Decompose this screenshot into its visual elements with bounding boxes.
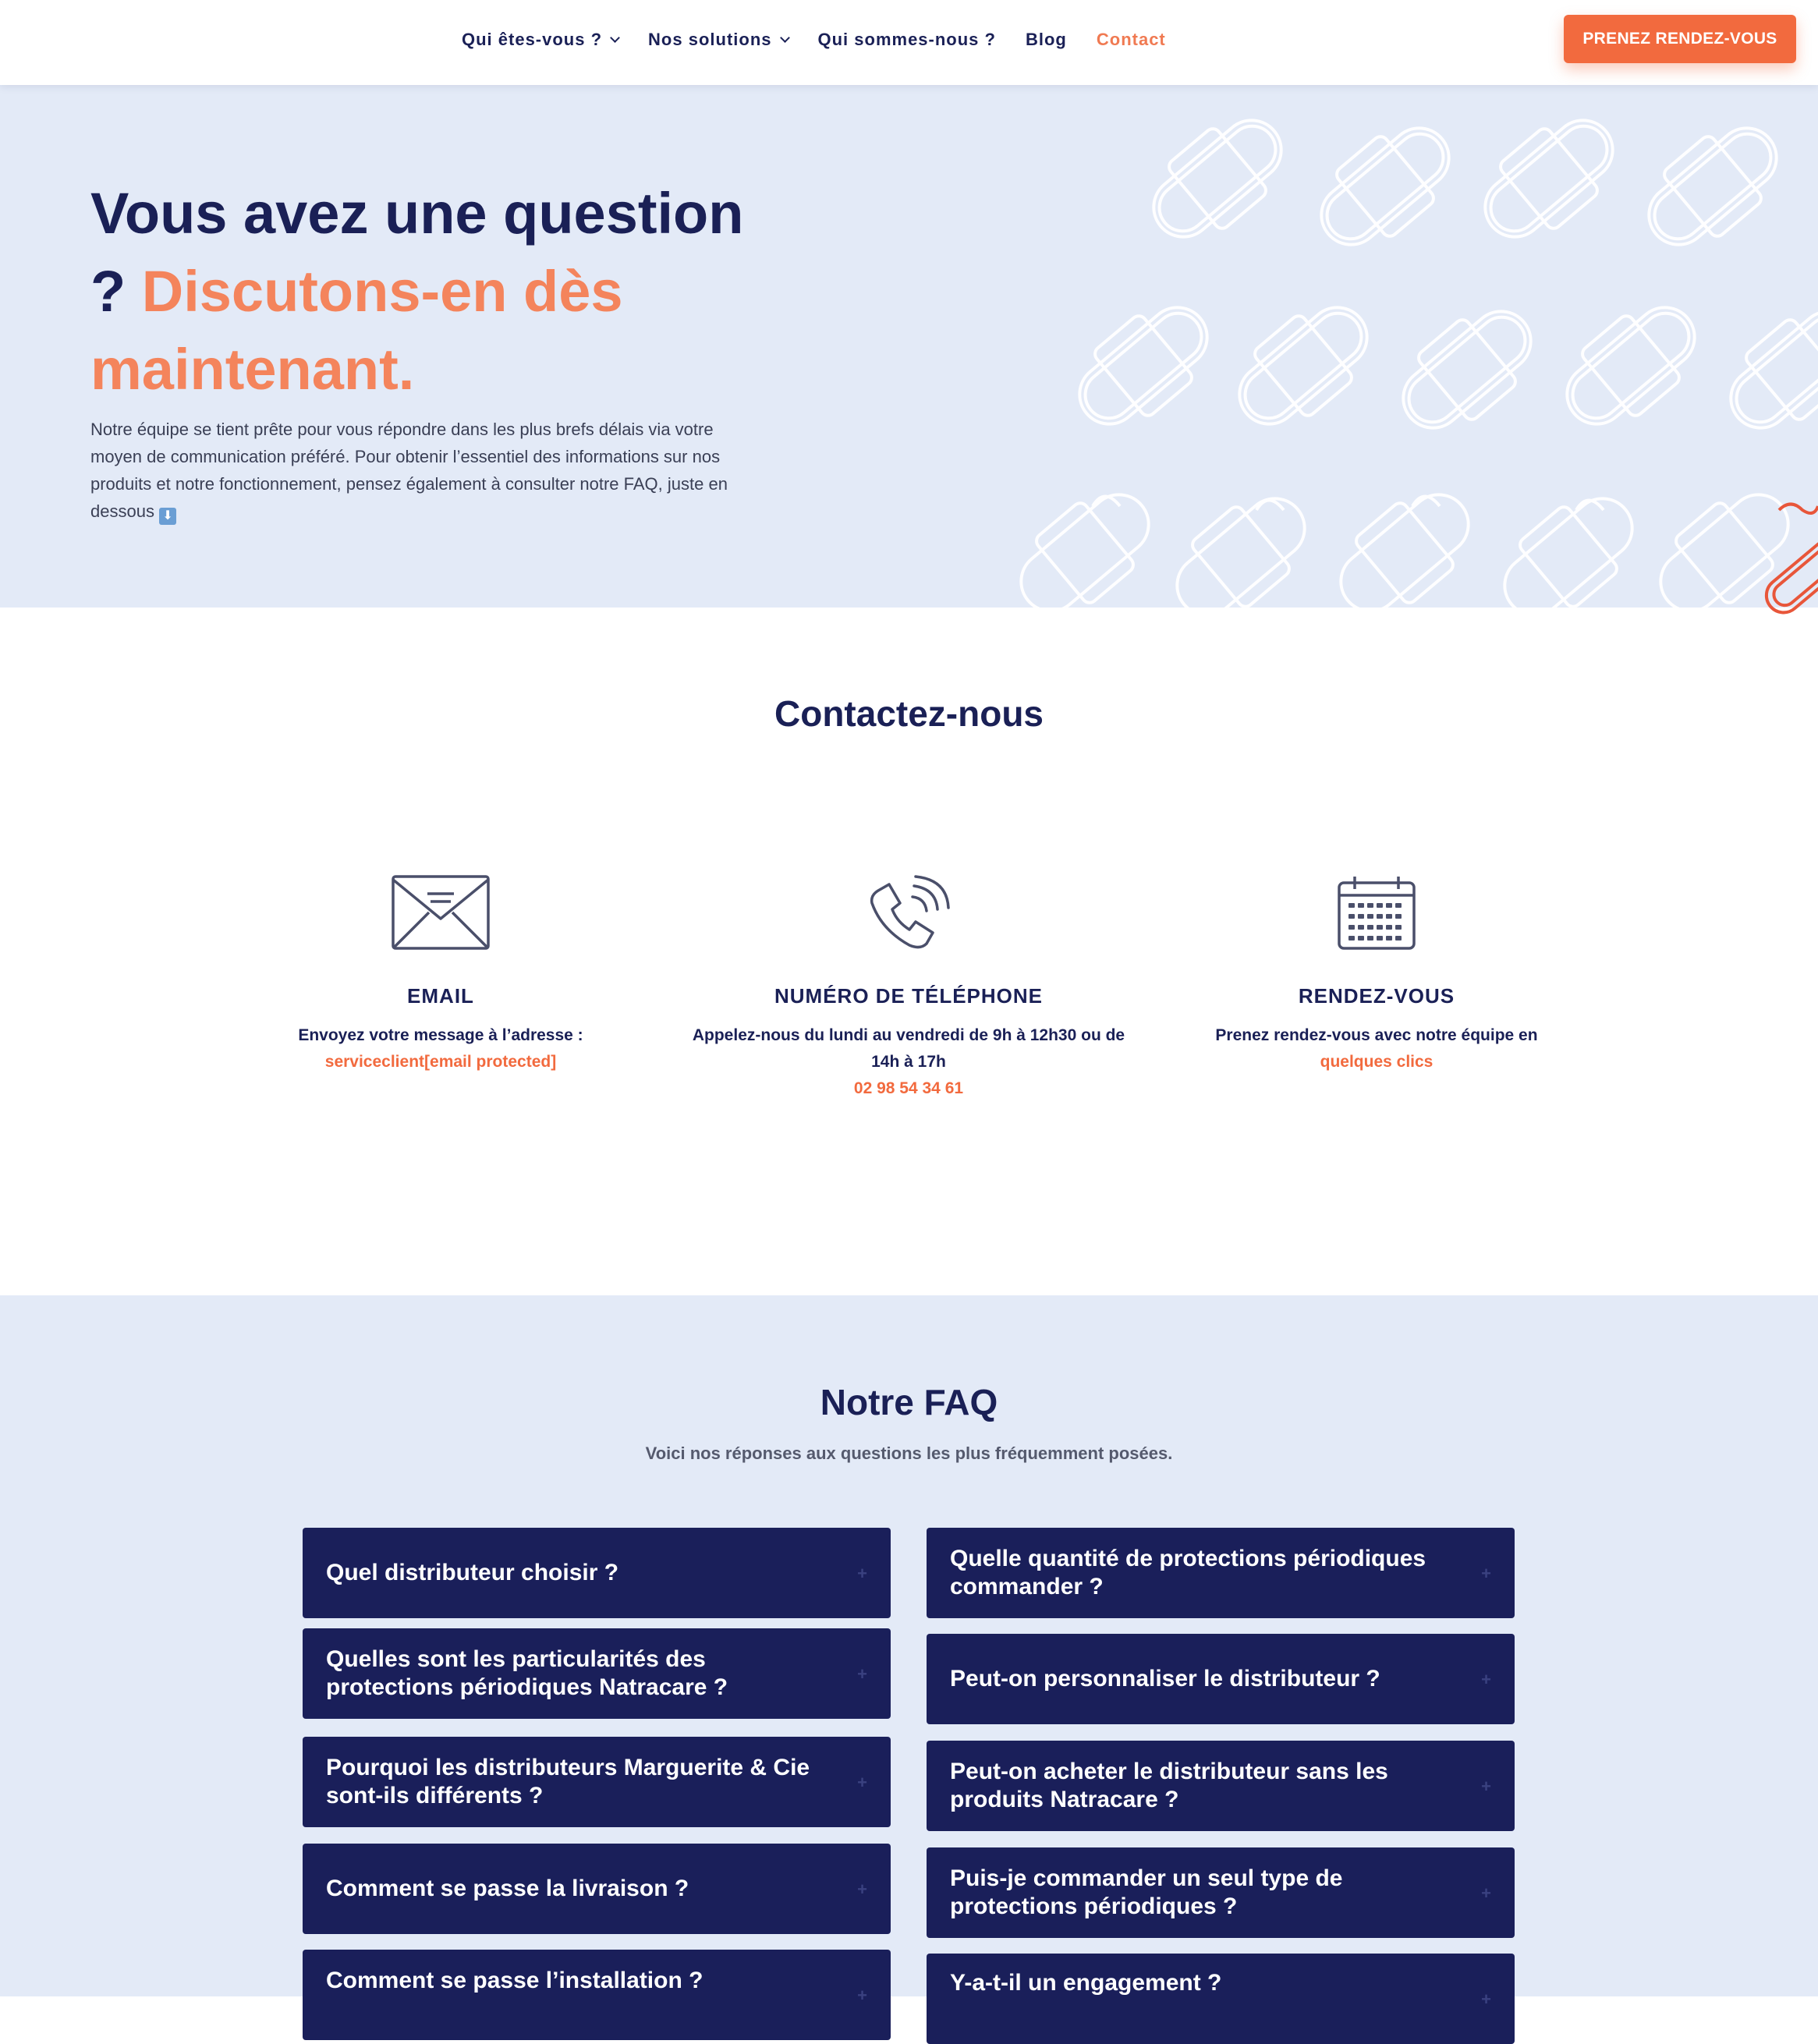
faq-item[interactable] — [927, 1634, 1515, 1724]
site-header — [0, 0, 1818, 85]
email-link[interactable]: serviceclient[email protected] — [324, 1053, 557, 1071]
faq-question: Peut-on personnaliser le distributeur ? — [950, 1666, 1380, 1692]
faq-item[interactable] — [927, 1954, 1515, 2044]
faq-question: Quelles sont les particularités des protections périodiques Natracare ? — [326, 1646, 728, 1700]
contact-phone-block — [690, 873, 1127, 1102]
plus-icon: + — [1481, 1670, 1491, 1689]
contact-section-title: Contactez-nous — [774, 693, 1044, 734]
arrow-down-icon: ⬇ — [159, 508, 176, 525]
sanitary-pad-pattern-illustration — [960, 85, 1818, 608]
plus-icon: + — [857, 1879, 867, 1899]
hero-title-main: Vous avez une question ? — [90, 181, 744, 324]
plus-icon: + — [1481, 1564, 1491, 1583]
nav-label: Qui sommes-nous ? — [817, 30, 996, 49]
email-label: EMAIL — [407, 984, 474, 1008]
plus-icon: + — [1481, 1777, 1491, 1796]
nav-qui-etes-vous[interactable] — [462, 30, 618, 50]
calendar-icon — [1336, 873, 1417, 951]
faq-item[interactable] — [927, 1847, 1515, 1938]
phone-number-link[interactable]: 02 98 54 34 61 — [853, 1079, 964, 1097]
plus-icon: + — [1481, 1883, 1491, 1903]
faq-item[interactable] — [927, 1528, 1515, 1618]
phone-description: Appelez-nous du lundi au vendredi de 9h à 12h30 ou de 14h à 17h — [692, 1026, 1125, 1071]
faq-question: Puis-je commander un seul type de protections périodiques ? — [950, 1865, 1343, 1919]
nav-label: Contact — [1096, 30, 1166, 49]
chevron-down-icon — [610, 33, 620, 43]
appointment-description: Prenez rendez-vous avec notre équipe en — [1215, 1026, 1538, 1044]
faq-question: Y-a-t-il un engagement ? — [950, 1970, 1222, 1996]
nav-contact[interactable] — [1097, 30, 1166, 50]
faq-item[interactable] — [303, 1950, 891, 2040]
faq-item[interactable] — [303, 1844, 891, 1934]
contact-appointment-block — [1158, 873, 1595, 1075]
plus-icon: + — [1481, 1989, 1491, 2009]
faq-item[interactable] — [303, 1737, 891, 1827]
nav-qui-sommes-nous[interactable] — [818, 30, 996, 50]
faq-item[interactable] — [303, 1528, 891, 1618]
faq-item[interactable] — [303, 1628, 891, 1719]
hero-title-accent: Discutons-en dès maintenant. — [90, 259, 623, 402]
faq-item[interactable] — [927, 1741, 1515, 1831]
faq-question: Pourquoi les distributeurs Marguerite & Cie sont-ils différents ? — [326, 1755, 810, 1808]
email-description: Envoyez votre message à l’adresse : — [298, 1026, 583, 1044]
nav-blog[interactable] — [1026, 30, 1067, 50]
plus-icon: + — [857, 1773, 867, 1792]
nav-nos-solutions[interactable] — [648, 30, 788, 50]
book-appointment-button[interactable]: PRENEZ RENDEZ-VOUS — [1564, 15, 1796, 63]
appointment-label: RENDEZ-VOUS — [1298, 984, 1455, 1008]
page-title — [90, 175, 792, 409]
faq-question: Peut-on acheter le distributeur sans les produits Natracare ? — [950, 1759, 1388, 1812]
faq-section — [0, 1295, 1818, 2009]
plus-icon: + — [857, 1664, 867, 1684]
faq-question: Quel distributeur choisir ? — [326, 1560, 619, 1585]
hero-intro-text — [90, 416, 761, 525]
main-nav — [462, 30, 1196, 50]
nav-label: Qui êtes-vous ? — [462, 30, 603, 49]
plus-icon: + — [857, 1986, 867, 2005]
envelope-icon — [390, 873, 491, 951]
nav-label: Blog — [1025, 30, 1067, 49]
faq-subtitle: Voici nos réponses aux questions les plus fréquemment posées. — [645, 1444, 1173, 1463]
faq-question: Quelle quantité de protections périodiques commander ? — [950, 1546, 1426, 1599]
plus-icon: + — [857, 1564, 867, 1583]
faq-question: Comment se passe la livraison ? — [326, 1876, 689, 1901]
faq-title: Notre FAQ — [820, 1382, 998, 1422]
phone-label: NUMÉRO DE TÉLÉPHONE — [774, 984, 1044, 1008]
contact-email-block — [222, 873, 659, 1075]
hero-section — [0, 85, 1818, 608]
faq-question: Comment se passe l’installation ? — [326, 1968, 703, 1993]
chevron-down-icon — [780, 33, 790, 43]
hero-intro-body: Notre équipe se tient prête pour vous répondre dans les plus brefs délais via votre moyen de communication préféré. Pour obtenir l’essentiel des informations sur nos produits et notre fonctionnement, pensez également à consulter notre FAQ, juste en dessous — [90, 420, 728, 521]
phone-icon — [866, 873, 952, 951]
appointment-link[interactable]: quelques clics — [1320, 1053, 1433, 1071]
nav-label: Nos solutions — [648, 30, 772, 49]
